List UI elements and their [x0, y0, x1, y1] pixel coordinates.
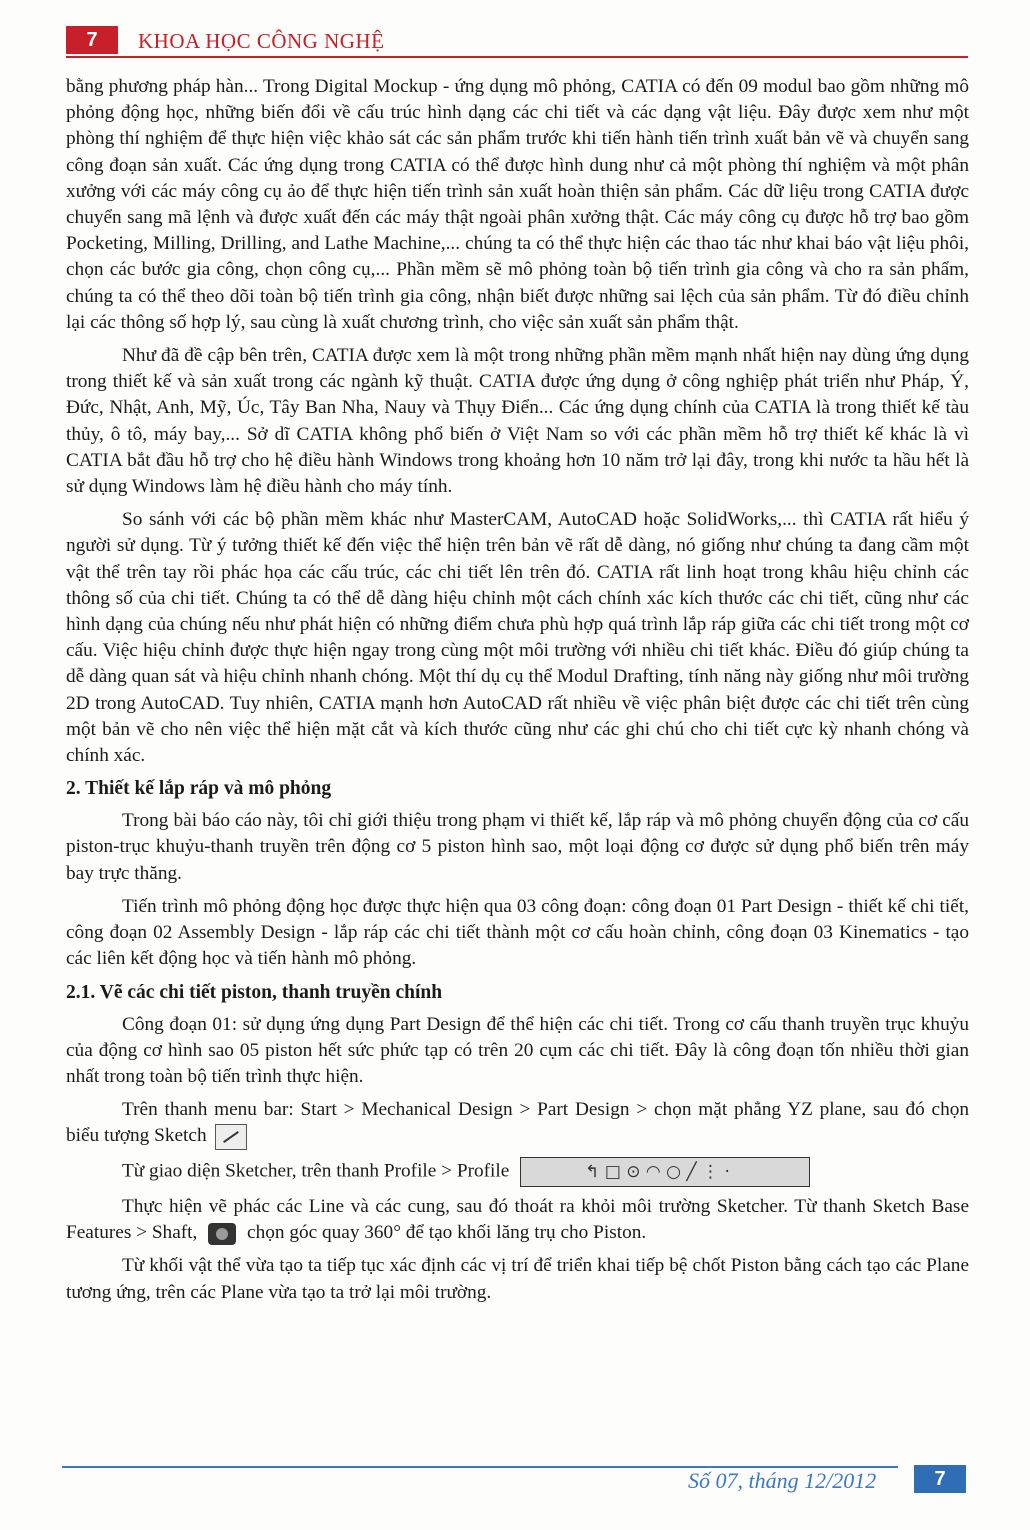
article-body: [66, 74, 969, 1313]
paragraph: Công đoạn 01: sử dụng ứng dụng Part Design để thể hiện các chi tiết. Trong cơ cấu thanh truyền trục khuỷu của động cơ hình sao 05 piston hết sức phức tạp có trên 20 cụm các chi tiết. Đây là công đoạn tốn nhiều thời gian nhất trong toàn bộ tiến trình thực hiện.: [66, 1013, 969, 1087]
shaft-icon: [208, 1223, 236, 1245]
footer-issue: Số 07, tháng 12/2012: [688, 1468, 877, 1493]
section-heading: 2. Thiết kế lắp ráp và mô phỏng: [66, 778, 332, 800]
paragraph-text: Trên thanh menu bar: Start > Mechanical Design > Part Design > chọn mặt phẳng YZ plane, sau đó chọn biểu tượng Sketch: [66, 1099, 969, 1147]
paragraph: So sánh với các bộ phần mềm khác như MasterCAM, AutoCAD hoặc SolidWorks,... thì CATIA rất hiểu ý người sử dụng. Từ ý tưởng thiết kế đến việc thể hiện trên bản vẽ rất dễ dàng, nó giống như chúng ta đang cầm một vật thể trên tay rồi phác họa các cấu trúc, các chi tiết lên trên đó. CATIA rất linh hoạt trong khâu hiệu chỉnh các thông số của chi tiết. Chúng ta có thể dễ dàng hiệu chỉnh một cách chính xác kích thước các chi tiết, cũng như các hình dạng của chúng nếu như phát hiện có những điểm chưa phù hợp quá trình lắp ráp giữa các chi tiết trong một cơ cấu. Việc hiệu chỉnh được thực hiện ngay trong cùng một môi trường với nhiều chi tiết khác. Điều đó giúp chúng ta dễ dàng quan sát và hiệu chỉnh nhanh chóng. Một thí dụ cụ thể Modul Drafting, tính năng này giống như môi trường 2D trong AutoCAD. Tuy nhiên, CATIA mạnh hơn AutoCAD rất nhiều về việc phân biệt được các chi tiết trên cùng một bản vẽ cho nên việc thể hiện mặt cắt và kích thước cũng như các ghi chú cho chi tiết cực kỳ nhanh chóng và chính xác.: [66, 509, 969, 767]
paragraph-text: Thực hiện vẽ phác các Line và các cung, sau đó thoát ra khỏi môi trường Sketcher. Từ thanh Sketch Base Features > Shaft,: [66, 1195, 969, 1244]
paragraph: [66, 1194, 969, 1246]
paragraph: Như đã đề cập bên trên, CATIA được xem là một trong những phần mềm mạnh nhất hiện nay dùng ứng dụng trong thiết kế và sản xuất trong các ngành kỹ thuật. CATIA được ứng dụng ở công nghiệp phát triển như Pháp, Ý, Đức, Nhật, Anh, Mỹ, Úc, Tây Ban Nha, Nauy và Thụy Điển... Các ứng dụng chính của CATIA là trong thiết kế tàu thủy, ô tô, máy bay,... Sở dĩ CATIA không phổ biến ở Việt Nam so với các phần mềm hỗ trợ thiết kế khác là vì CATIA bắt đầu hỗ trợ cho hệ điều hành Windows trong khoảng hơn 10 năm trở lại đây, trong khi nước ta hầu hết là sử dụng Windows làm hệ điều hành cho máy tính.: [66, 345, 969, 498]
paragraph: [66, 1097, 969, 1150]
subsection-heading: 2.1. Vẽ các chi tiết piston, thanh truyền chính: [66, 981, 443, 1003]
paragraph: [66, 1157, 969, 1187]
profile-toolbar-image: ↰ □ ⊙ ◠ ○ ╱ ⋮ ·: [520, 1157, 810, 1187]
footer-page-number: 7: [914, 1465, 966, 1493]
page-header: [66, 26, 968, 58]
header-page-number: 7: [66, 26, 118, 54]
paragraph-text: chọn góc quay 360° để tạo khối lăng trụ cho Piston.: [247, 1222, 647, 1244]
paragraph: bằng phương pháp hàn... Trong Digital Mockup - ứng dụng mô phỏng, CATIA có đến 09 modul bao gồm những mô phỏng động học, những biến đổi về cấu trúc hình dạng các chi tiết và các dạng vật liệu. Đây được xem như một phòng thí nghiệm để thực hiện việc khảo sát các sản phẩm trước khi tiến hành tiến trình xuất bản vẽ và chuyển sang công đoạn sản xuất. Các ứng dụng trong CATIA có thể được hình dung như cả một phòng thí nghiệm và một phân xưởng với các máy công cụ ảo để thực hiện tiến trình sản xuất hoàn thiện sản phẩm. Các dữ liệu trong CATIA được chuyển sang mã lệnh và được xuất đến các máy thật ngoài phân xưởng thật. Các máy công cụ được hỗ trợ bao gồm Pocketing, Milling, Drilling, and Lathe Machine,... chúng ta có thể thực hiện các thao tác như khai báo vật liệu phôi, chọn các bước gia công, chọn công cụ,... Phần mềm sẽ mô phỏng toàn bộ tiến trình gia công và cho ra sản phẩm, chúng ta có thể theo dõi toàn bộ tiến trình gia công, nhận biết được những sai lệch của sản phẩm. Từ đó điều chỉnh lại các thông số hợp lý, sau cùng là xuất chương trình, cho việc sản xuất sản phẩm thật.: [66, 76, 969, 333]
paragraph: Trong bài báo cáo này, tôi chỉ giới thiệu trong phạm vi thiết kế, lắp ráp và mô phỏng chuyển động của cơ cấu piston-trục khuỷu-thanh truyền trên động cơ 5 piston hình sao, một loại động cơ được sử dụng phổ biến trên máy bay trực thăng.: [66, 810, 969, 884]
paragraph: Tiến trình mô phỏng động học được thực hiện qua 03 công đoạn: công đoạn 01 Part Design - thiết kế chi tiết, công đoạn 02 Assembly Design - lắp ráp các chi tiết thành một cơ cấu hoàn chỉnh, công đoạn 03 Kinematics - tạo các liên kết động học và tiến hành mô phỏng.: [66, 895, 969, 970]
paragraph: Từ khối vật thể vừa tạo ta tiếp tục xác định các vị trí để triển khai tiếp bệ chốt Piston bằng cách tạo các Plane tương ứng, trên các Plane vừa tạo ta trở lại môi trường.: [66, 1255, 969, 1303]
section-title: KHOA HỌC CÔNG NGHỆ: [138, 29, 385, 53]
sketch-icon: [215, 1124, 247, 1150]
paragraph-text: Từ giao diện Sketcher, trên thanh Profile > Profile: [122, 1160, 510, 1182]
